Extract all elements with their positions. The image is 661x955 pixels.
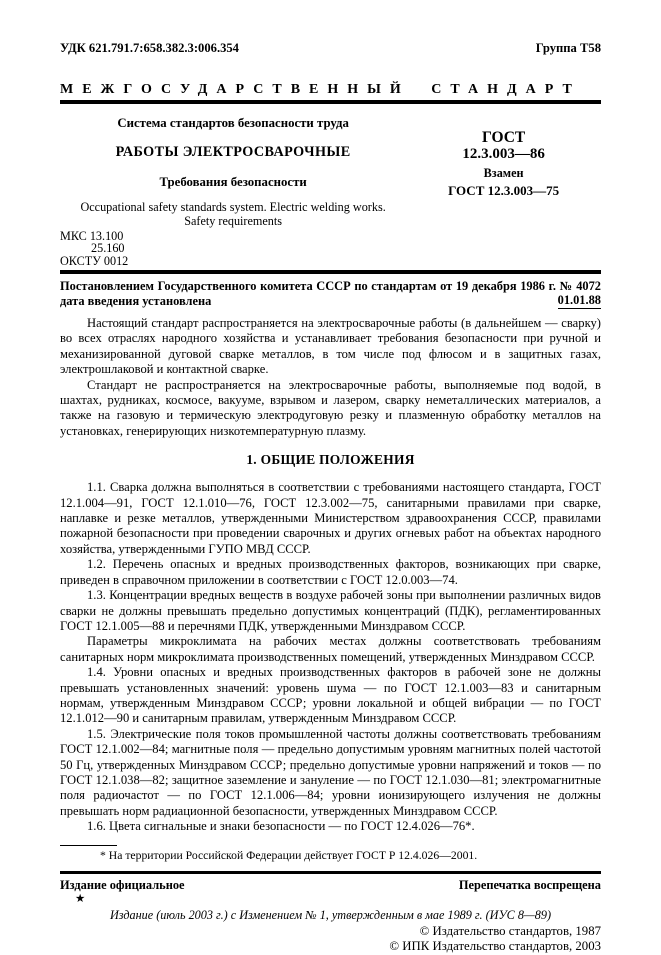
classification-header	[60, 42, 601, 56]
title-block	[60, 116, 601, 228]
copyright-2003: © ИПК Издательство стандартов, 2003	[389, 939, 601, 954]
english-title-line1: Occupational safety standards system. Electric welding works.	[80, 199, 386, 214]
clause-1-5: 1.5. Электрические поля токов промышленной частоты должны соответствовать требованиям ГОСТ 12.1.002—84; магнитные поля — предельно допустимым уровням магнитных полей частотой 50 Гц, утвержденных Минздравом СССР; предельно допустимые уровни напряжений и токов — по ГОСТ 12.1.038—82; защитное заземление и зануление — по ГОСТ 12.1.030—81; электромагнитные поля радиочастот — по ГОСТ 12.1.006—84; уровни ионизирующего излучения не должны превышать норм радиационной безопасности, утвержденных Минздравом СССР.	[60, 726, 601, 818]
star-icon: ★	[75, 893, 86, 906]
okstu-code: ОКСТУ 0012	[60, 253, 129, 268]
footnote-divider	[60, 845, 117, 846]
codes-divider	[60, 270, 601, 274]
udk-code: УДК 621.791.7:658.382.3:006.354	[60, 41, 239, 55]
mks-code-2: 25.160	[91, 241, 125, 256]
title-right-column	[406, 116, 601, 228]
footer-divider	[60, 871, 601, 875]
reprint-prohibited-label: Перепечатка воспрещена	[458, 878, 601, 893]
replaces-label: Взамен	[483, 166, 524, 181]
resolution-text: Постановлением Государственного комитета СССР по стандартам от 19 декабря 1986 г. № 4072 дата введения установлена	[60, 278, 601, 308]
banner-divider	[60, 100, 601, 104]
english-title	[60, 200, 406, 228]
edition-note: Издание (июль 2003 г.) с Изменением № 1, утвержденным в мае 1989 г. (ИУС 8—89)	[109, 907, 552, 922]
gost-number: 12.3.003—86	[462, 145, 545, 162]
resolution-statement	[60, 279, 601, 309]
clause-1-6: 1.6. Цвета сигнальные и знаки безопасности — по ГОСТ 12.4.026—76*.	[87, 819, 475, 834]
document-title: РАБОТЫ ЭЛЕКТРОСВАРОЧНЫЕ	[115, 143, 351, 160]
title-left-column	[60, 116, 406, 228]
intro-paragraph: Стандарт не распространяется на электросварочные работы, выполняемые под водой, в шахтах, рудниках, космосе, вакууме, взрывом и лазером, сварку неметаллических материалов, а также на газовую и термическую электродуговую резку и плазменную обработку металлов на установках, генерирующих низкотемпературную плазму.	[60, 377, 601, 438]
gost-label: ГОСТ	[481, 128, 526, 146]
classification-codes	[60, 230, 601, 267]
replaced-standard-number: ГОСТ 12.3.003—75	[448, 183, 560, 199]
clause-1-3: 1.3. Концентрации вредных веществ в воздухе рабочей зоны при выполнении различных видов сварки не должны превышать предельно допустимых концентраций (ПДК), регламентированных ГОСТ 12.1.005—88 и перечнями ПДК, утвержденными Минздравом СССР.	[60, 588, 601, 633]
section-1-heading: 1. ОБЩИЕ ПОЛОЖЕНИЯ	[246, 452, 415, 468]
intro-paragraph: Настоящий стандарт распространяется на электросварочные работы (в дальнейшем — сварку) во всех отраслях народного хозяйства и устанавливает требования безопасности при ручной и механизированной дуговой сварке металлов, в том числе под флюсом и в защитных газах, электрошлаковой и контактной сварке.	[60, 316, 601, 377]
clause-1-2: 1.2. Перечень опасных и вредных производственных факторов, возникающих при сварке, приведен в справочном приложении в соответствии с ГОСТ 12.0.003—74.	[60, 557, 601, 587]
footer-row	[60, 878, 601, 892]
standards-system-name: Система стандартов безопасности труда	[117, 115, 349, 130]
group-code: Группа Т58	[535, 41, 601, 55]
footnote-text: * На территории Российской Федерации действует ГОСТ Р 12.4.026—2001.	[100, 848, 478, 862]
interstate-standard-banner: МЕЖГОСУДАРСТВЕННЫЙ СТАНДАРТ	[60, 81, 581, 97]
clause-1-3-continued: Параметры микроклимата на рабочих местах должны соответствовать требованиям санитарных норм микроклимата производственных помещений, утвержденных Минздравом СССР.	[60, 634, 601, 664]
clause-1-4: 1.4. Уровни опасных и вредных производственных факторов в рабочей зоне не должны превышать установленных значений: уровень шума — по ГОСТ 12.1.003—83 и санитарным нормам, утвержденным Минздравом СССР; уровни локальной и общей вибрации — по ГОСТ 12.1.012—90 и санитарным правилам, утвержденным Минздравом СССР.	[60, 665, 601, 726]
official-edition-label: Издание официальное	[60, 878, 185, 893]
mks-code: МКС 13.100	[60, 228, 124, 243]
clause-1-1: 1.1. Сварка должна выполняться в соответствии с требованиями настоящего стандарта, ГОСТ 12.1.004—91, ГОСТ 12.1.010—76, ГОСТ 12.3.002—75, санитарными правилами при сварке, наплавке и резке металлов, утвержденными Министерством здравоохранения СССР, правилами пожарной безопасности при проведении сварочных и других огневых работ на объектах народного хозяйства, утвержденными ГУПО МВД СССР.	[60, 480, 601, 556]
english-title-line2: Safety requirements	[184, 213, 283, 228]
effective-date: 01.01.88	[558, 293, 601, 309]
copyright-1987: © Издательство стандартов, 1987	[419, 923, 601, 938]
document-subtitle: Требования безопасности	[159, 174, 307, 189]
